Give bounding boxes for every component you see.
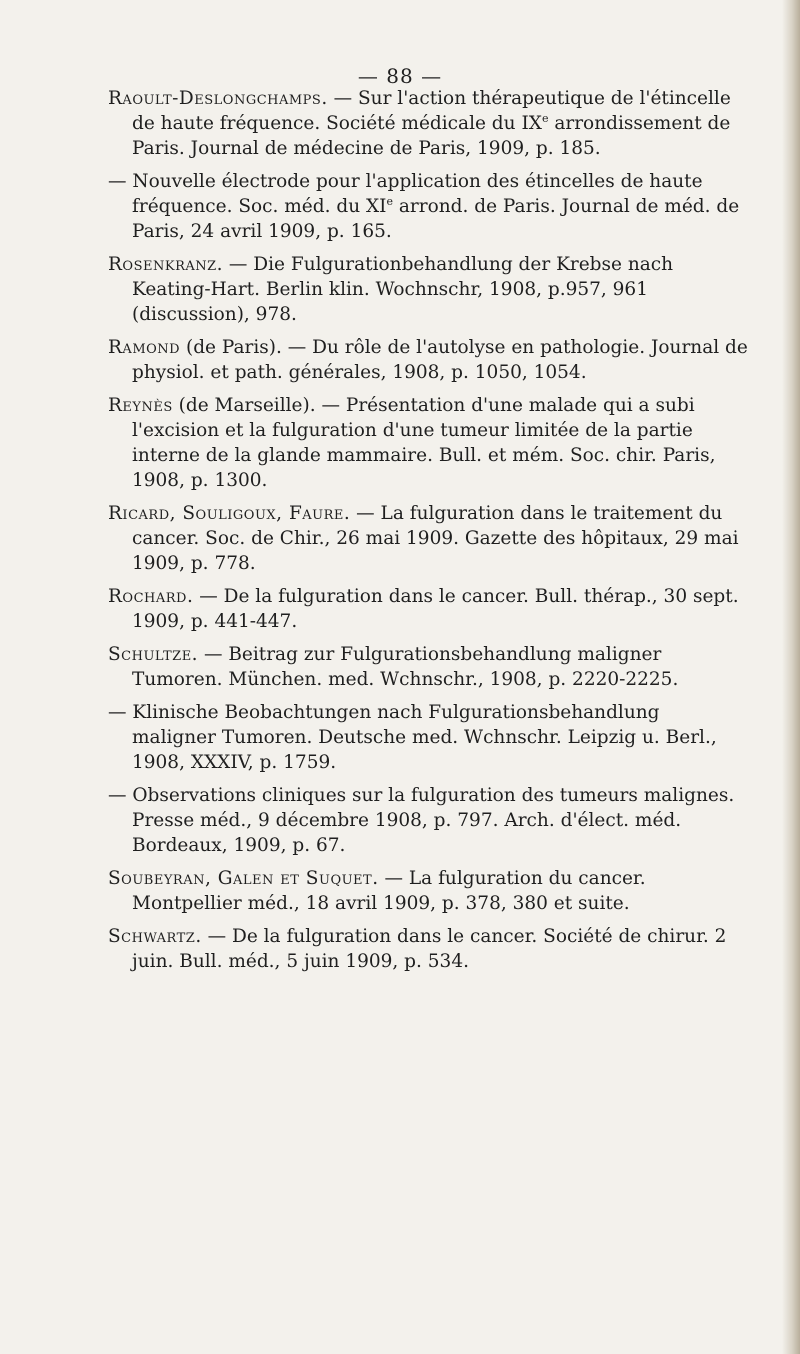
page-number: — 88 —	[357, 64, 443, 88]
bibliography-entry	[108, 169, 748, 244]
entry-author: Schwartz.	[108, 926, 202, 947]
entry-author: Ramond	[108, 337, 181, 358]
entry-text: — La fulguration dans le traitement du cancer. Soc. de Chir., 26 mai 1909. Gazette des hôpitaux, 29 mai 1909, p. 778.	[132, 503, 739, 574]
bibliography-entry	[108, 501, 748, 576]
bibliography-entry	[108, 86, 748, 161]
entry-text-continued: arrond. de Paris. Journal de méd. de Paris, 24 avril 1909, p. 165.	[132, 196, 740, 242]
entry-text: — Observations cliniques sur la fulguration des tumeurs malignes. Presse méd., 9 décembre 1908, p. 797. Arch. d'élect. méd. Bordeaux, 1909, p. 67.	[108, 785, 735, 856]
entry-author: Rosenkranz.	[108, 254, 224, 275]
entry-author: Ricard, Souligoux, Faure.	[108, 503, 351, 524]
entry-text: — Die Fulgurationbehandlung der Krebse nach Keating-Hart. Berlin klin. Wochnschr, 1908, p.957, 961 (discussion), 978.	[132, 254, 674, 325]
entry-author: Schultze.	[108, 644, 199, 665]
bibliography-entry	[108, 866, 748, 916]
bibliography-entry	[108, 335, 748, 385]
entry-author: Rochard.	[108, 586, 194, 607]
bibliography-list	[108, 86, 748, 982]
entry-text: — La fulguration du cancer. Montpellier méd., 18 avril 1909, p. 378, 380 et suite.	[132, 868, 646, 914]
bibliography-entry	[108, 924, 748, 974]
entry-superscript: e	[541, 111, 549, 125]
entry-text: — Klinische Beobachtungen nach Fulgurationsbehandlung maligner Tumoren. Deutsche med. Wchnschr. Leipzig u. Berl., 1908, XXXIV, p. 1759.	[108, 702, 717, 773]
bibliography-entry	[108, 783, 748, 858]
bibliography-entry	[108, 584, 748, 634]
bibliography-entry	[108, 252, 748, 327]
bibliography-entry	[108, 393, 748, 493]
page-edge-shadow	[782, 0, 800, 1354]
entry-author: Reynès	[108, 395, 173, 416]
entry-text: — Sur l'action thérapeutique de l'étincelle de haute fréquence. Société médicale du IX	[132, 88, 731, 134]
entry-text: (de Paris). — Du rôle de l'autolyse en pathologie. Journal de physiol. et path. générales, 1908, p. 1050, 1054.	[132, 337, 748, 383]
entry-superscript: e	[386, 194, 393, 208]
entry-text: — Nouvelle électrode pour l'application des étincelles de haute fréquence. Soc. méd. du XI	[108, 171, 703, 217]
entry-text: — De la fulguration dans le cancer. Bull. thérap., 30 sept. 1909, p. 441-447.	[132, 586, 739, 632]
entry-text: — De la fulguration dans le cancer. Société de chirur. 2 juin. Bull. méd., 5 juin 1909, p. 534.	[132, 926, 727, 972]
entry-author: Raoult-Deslongchamps.	[108, 88, 328, 109]
entry-text: (de Marseille). — Présentation d'une malade qui a subi l'excision et la fulguration d'une tumeur limitée de la partie interne de la glande mammaire. Bull. et mém. Soc. chir. Paris, 1908, p. 1300.	[132, 395, 716, 491]
entry-text-continued: arrondissement de Paris. Journal de médecine de Paris, 1909, p. 185.	[132, 113, 731, 159]
entry-author: Soubeyran, Galen et Suquet.	[108, 868, 379, 889]
bibliography-entry	[108, 700, 748, 775]
entry-text: — Beitrag zur Fulgurationsbehandlung maligner Tumoren. München. med. Wchnschr., 1908, p. 2220-2225.	[132, 644, 679, 690]
bibliography-entry	[108, 642, 748, 692]
